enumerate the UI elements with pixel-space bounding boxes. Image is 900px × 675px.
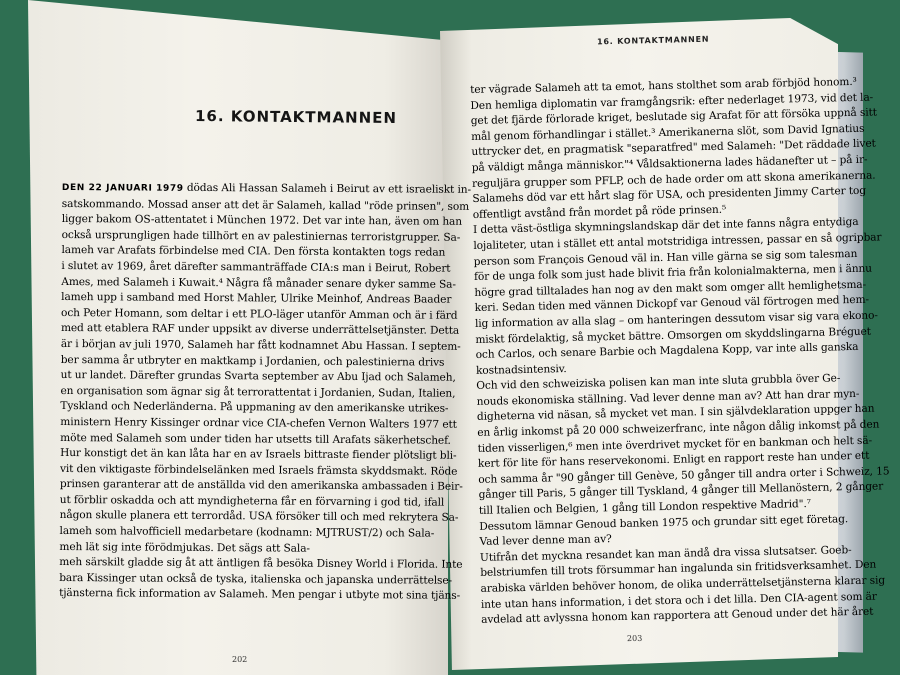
text-line: lojaliteter, utan i stället ett antal motstridiga intressen, passar en så ogripbar [473,231,882,252]
text-line: för de unga folk som just hade blivit fria från kolonialmakterna, men i ännu [473,262,873,284]
text-line: offentligt avstånd från mordet på röde prinsen.⁵ [472,203,727,221]
left-lines [59,197,471,605]
text-line: miskt fördelaktig, så mycket bättre. Omsorgen om skyddslingarna Bréguet [475,325,872,346]
text-line: arabiska världen behöver honom, de olika underrättelsetjänsterna klarar sig [480,574,886,595]
text-line: vit den viktigaste förbindelselänken med Israels främsta skyddsmakt. Röde [59,462,458,478]
page-number-left: 202 [232,655,248,664]
text-line: någon skulle planera ett terrordåd. USA försöker till och med rekrytera Sa- [59,509,459,525]
text-line: och samma år "90 gånger till Genève, 50 gånger till andra orter i Schweiz, 15 [478,465,890,486]
text-line: lameh var Arafats förbindelse med CIA. Den första kontakten togs redan [61,244,446,260]
text-line: Den hemliga diplomatin var framgångsrik: efter nederlaget 1973, vid det la- [470,91,874,112]
text-line: och Peter Homann, som deltar i ett PLO-läger utanför Amman och är i färd [61,306,458,322]
text-line: ter vägrade Salameh att ta emot, hans stolthet som arab förbjöd honom.³ [470,75,857,96]
text-line: i slutet av 1969, året därefter sammanträffade CIA:s man i Beirut, Robert [61,259,451,275]
text-line: Salamehs död var ett hårt slag för USA, och presidenten Jimmy Carter tog [472,184,867,206]
text-line: person som François Genoud väl in. Han ville gärna se sig som talesman [473,247,858,268]
text-line: till Italien och Belgien, 1 gång till London respektive Madrid".⁷ [478,497,811,517]
text-line: också ursprungligen hade tillhört en av palestiniernas terroristgrupper. Sa- [61,228,461,244]
text-line: Dessutom lämnar Genoud banken 1975 och grundar sitt eget företag. [479,512,849,533]
text-line: Och vid den schweiziska polisen kan man inte sluta grubbla över Ge- [476,372,841,393]
text-line: gånger till Paris, 5 gånger till Tyskland, 4 gånger till Mellanöstern, 2 gånger [478,480,884,502]
text-line: ligger bakom OS-attentatet i München 1972. Det var inte han, även om han [61,213,463,228]
text-line: högre grad tilltalades han nog av den makt som omger allt hemlighetsma- [474,278,867,299]
text-line: uttrycker det, en pragmatisk "separatfred" med Salameh: "Det räddade livet [471,137,876,159]
text-line: ut förblir oskadda och att myndigheterna får en förvarning i god tid, ifall [59,493,445,509]
left-page-body [59,180,471,605]
text-line: meh särskilt gladde sig åt att äntligen få besöka Disney World i Florida. Inte [59,556,463,572]
text-line: lameh som halvofficiell medarbetare (kodnamn: MJTRUST/2) och Sala- [59,525,435,540]
text-line: Tyskland och Nederländerna. På uppmaning av den amerikanske utrikes- [60,400,449,416]
text-line: tjänsterna fick information av Salameh. Men pengar i utbyte mot sina tjäns- [59,587,461,603]
text-line: ut ur landet. Därefter grundas Svarta september av Abu Ijad och Salameh, [60,369,456,384]
text-line: Vad lever denne man av? [479,533,612,549]
running-head: 16. KONTAKTMANNEN [596,34,710,47]
text-line: möte med Salameh som under tiden har utsetts till Arafats säkerhetschef. [60,431,451,447]
text-line: prinsen garanterar att de anställda vid den amerikanska ambassaden i Beir- [59,478,463,494]
text-line: mål genom förhandlingar i stället.³ Amerikanerna slöt, som David Ignatius [471,122,865,143]
text-line: med att etablera RAF under uppsikt av diverse underrättelsetjänster. Detta [60,322,460,338]
date-lead: DEN 22 JANUARI 1979 [61,182,184,194]
chapter-title: 16. KONTAKTMANNEN [194,106,398,128]
text-line: Hur konstigt det än kan låta har en av Israels bittraste fiender plötsligt bli- [60,447,457,462]
text-line: meh lät sig inte förödmjukas. Det sägs att Sala- [59,540,310,555]
text-line: reguljära grupper som PFLP, och de hade order om att skona amerikanerna. [471,169,876,190]
right-page-body [470,74,893,628]
text-line: lig information av alla slag – om hanteringen dessutom visar sig vara ekono- [474,309,878,330]
text-line: bara Kissinger utan också de tyska, italienska och japanska underrättelse- [59,571,453,587]
text-line: belstriumfen till trots försummar han ingalunda sin fritidsverksamhet. Den [480,559,877,580]
text-line: en organisation som ägnar sig åt terrorattentat i Jordanien, Sudan, Italien, [60,384,456,400]
text-line: Ames, med Salameh i Kuwait.⁴ Några få månader senare dyker samme Sa- [61,275,456,291]
right-lines [470,74,893,628]
text-line: kert för lite för hans reservekonomi. Enligt en rapport reste han under ett [477,449,870,471]
text-line: ministern Henry Kissinger ordnar vice CIA-chefen Vernon Walters 1977 ett [60,415,457,431]
text-line: en årlig inkomst på 20 000 schweizerfranc, inte någon dålig inkomst på den [477,418,880,439]
text-line: på väldigt många människor."⁴ Våldsaktionerna lades hädanefter ut – på ir- [471,153,868,174]
text-line: digheterna vid näsan, så mycket vet man. I sin självdeklaration uppger han [476,403,875,424]
text-line: Utifrån det myckna resandet kan man ändå dra vissa slutsatser. Goeb- [479,543,852,564]
text-line: avdelad att avlyssna honom kan rapportera att Genoud under det här året [481,605,874,627]
text-line: kostnadsintensiv. [475,362,567,377]
text-line: är i början av juli 1970, Salameh har fått kodnamnet Abu Hassan. I septem- [60,337,461,353]
text-line: satskommando. Mossad anser att det är Salameh, kallad "röde prinsen", som [61,197,470,213]
text-line: nouds ekonomiska ställning. Vad lever denne man av? Att han drar myn- [476,387,860,408]
text-line: get det fjärde förlorade kriget, beslutade sig Arafat för att försöka uppnå sitt [470,106,878,128]
page-number-right: 203 [626,633,643,644]
text-line: inte utan hans information, i det stora och i det lilla. Den CIA-agent som är [480,590,877,611]
text-line: keri. Sedan tiden med vännen Dickopf var Genoud väl förtrogen med hem- [474,294,870,315]
text-line: ber samma år utbryter en maktkamp i Jordanien, och palestinierna drivs [60,353,445,369]
text-line: tiden visserligen,⁶ men inte överdrivet mycket för en bankman och helt sä- [477,434,873,455]
text-line: och Carlos, och senare Barbie och Magdalena Kopp, var inte alls ganska [475,341,859,362]
text-line: I detta väst-östliga skymningslandskap där det inte fanns några entydiga [472,216,859,237]
left-first-line: DEN 22 JANUARI 1979 dödas Ali Hassan Salameh i Beirut av ett israeliskt in- [61,181,472,196]
text-line: lameh upp i samband med Horst Mahler, Ulrike Meinhof, Andreas Baader [61,291,452,306]
